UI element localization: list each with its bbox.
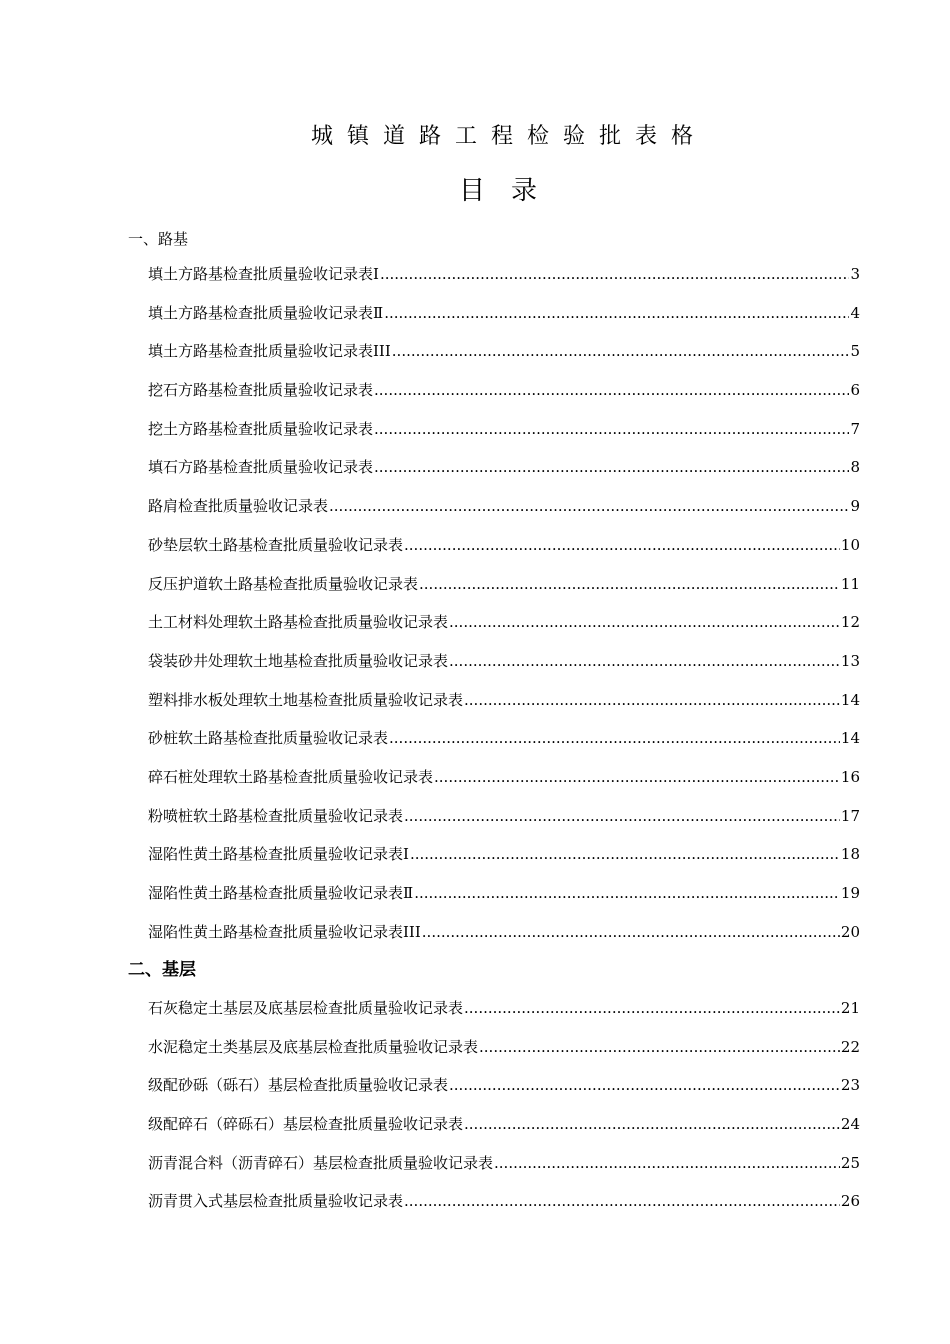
toc-entry-page-number: 20: [840, 922, 860, 941]
toc-entry[interactable]: [148, 262, 860, 301]
toc-entry[interactable]: [148, 572, 860, 611]
toc-entry[interactable]: [148, 339, 860, 378]
toc-entry[interactable]: [148, 301, 860, 340]
toc-entry[interactable]: [148, 1189, 860, 1228]
toc-entry-title: 湿陷性黄土路基检查批质量验收记录表Ⅰ: [148, 845, 409, 864]
toc-dot-leader: [419, 572, 840, 596]
toc-entry-page-number: 8: [850, 458, 860, 477]
toc-dot-leader: [422, 920, 840, 944]
toc-entry-title: 填石方路基检查批质量验收记录表: [148, 458, 374, 477]
toc-entry[interactable]: [148, 765, 860, 804]
toc-dot-leader: [392, 339, 850, 363]
toc-dot-leader: [494, 1151, 840, 1175]
toc-dot-leader: [449, 1073, 840, 1097]
toc-entry[interactable]: [148, 842, 860, 881]
toc-entry-page-number: 18: [840, 845, 860, 864]
toc-entry-page-number: 23: [840, 1076, 860, 1095]
toc-entry[interactable]: [148, 996, 860, 1035]
toc-dot-leader: [414, 881, 840, 905]
toc-entry-page-number: 4: [850, 303, 860, 322]
toc-entry[interactable]: [148, 1151, 860, 1190]
toc-dot-leader: [449, 649, 840, 673]
toc-dot-leader: [374, 417, 849, 441]
toc-entry-title: 填土方路基检查批质量验收记录表Ⅱ: [148, 303, 384, 322]
toc-entry-page-number: 19: [840, 884, 860, 902]
toc-entry[interactable]: [148, 417, 860, 456]
toc-entry-page-number: 6: [850, 381, 860, 400]
toc-entry-title: 级配碎石（碎砾石）基层检查批质量验收记录表: [148, 1115, 464, 1134]
toc-entry-page-number: 14: [840, 729, 860, 748]
toc-entry-title: 路肩检查批质量验收记录表: [148, 497, 329, 516]
toc-entry-title: 填土方路基检查批质量验收记录表III: [148, 342, 391, 361]
toc-entry-page-number: 17: [840, 806, 860, 825]
toc-entry-title: 沥青贯入式基层检查批质量验收记录表: [148, 1192, 404, 1211]
toc-entry-title: 挖土方路基检查批质量验收记录表: [148, 419, 374, 438]
toc-entry-page-number: 5: [850, 342, 860, 361]
toc-entry-page-number: 26: [840, 1192, 860, 1211]
toc-entry-title: 挖石方路基检查批质量验收记录表: [148, 381, 374, 400]
toc-dot-leader: [464, 688, 840, 712]
toc-entry[interactable]: [148, 1035, 860, 1074]
toc-entry-title: 砂垫层软土路基检查批质量验收记录表: [148, 535, 404, 554]
toc-entry-page-number: 21: [840, 999, 860, 1017]
toc-dot-leader: [384, 301, 849, 325]
toc-dot-leader: [464, 996, 840, 1020]
document-title: 城镇道路工程检验批表格: [310, 124, 707, 149]
toc-entry[interactable]: [148, 455, 860, 494]
toc-entry-title: 石灰稳定土基层及底基层检查批质量验收记录表: [148, 999, 464, 1017]
toc-entry[interactable]: [148, 1112, 860, 1151]
toc-entry-title: 碎石桩处理软土路基检查批质量验收记录表: [148, 767, 434, 786]
toc-dot-leader: [380, 262, 850, 286]
toc-dot-leader: [329, 494, 849, 518]
toc-entry-title: 土工材料处理软土路基检查批质量验收记录表: [148, 613, 449, 632]
toc-entry-title: 湿陷性黄土路基检查批质量验收记录表Ⅱ: [148, 884, 414, 902]
toc-dot-leader: [404, 1189, 840, 1213]
toc-entry-page-number: 24: [840, 1115, 860, 1134]
toc-entry-page-number: 7: [850, 419, 860, 438]
toc-entry-title: 级配砂砾（砾石）基层检查批质量验收记录表: [148, 1076, 449, 1095]
toc-entry[interactable]: [148, 920, 860, 959]
toc-entry-title: 袋装砂井处理软土地基检查批质量验收记录表: [148, 651, 449, 670]
toc-entry-page-number: 14: [840, 690, 860, 709]
toc-entry-title: 水泥稳定土类基层及底基层检查批质量验收记录表: [148, 1037, 479, 1056]
toc-entry-title: 塑料排水板处理软土地基检查批质量验收记录表: [148, 690, 464, 709]
toc-dot-leader: [479, 1035, 840, 1059]
toc-dot-leader: [374, 378, 849, 402]
toc-entry-title: 沥青混合料（沥青碎石）基层检查批质量验收记录表: [148, 1153, 494, 1172]
toc-entry[interactable]: [148, 726, 860, 765]
toc-entry[interactable]: [148, 649, 860, 688]
toc-dot-leader: [404, 533, 840, 557]
toc-entry[interactable]: [148, 533, 860, 572]
toc-entry[interactable]: [148, 494, 860, 533]
section-title-base-course: 二、基层: [128, 960, 196, 980]
toc-entry-page-number: 9: [850, 497, 860, 516]
toc-entry[interactable]: [148, 688, 860, 727]
toc-dot-leader: [410, 842, 840, 866]
toc-entry[interactable]: [148, 804, 860, 843]
toc-entry[interactable]: [148, 881, 860, 920]
toc-entry-title: 反压护道软土路基检查批质量验收记录表: [148, 574, 419, 593]
toc-entry-page-number: 11: [840, 574, 860, 593]
toc-entry-title: 砂桩软土路基检查批质量验收记录表: [148, 729, 389, 748]
toc-entry-page-number: 10: [840, 535, 860, 554]
toc-entry-title: 粉喷桩软土路基检查批质量验收记录表: [148, 806, 404, 825]
toc-dot-leader: [389, 726, 840, 750]
toc-entry[interactable]: [148, 378, 860, 417]
toc-dot-leader: [464, 1112, 840, 1136]
toc-entry[interactable]: [148, 610, 860, 649]
toc-entry-page-number: 16: [840, 767, 860, 786]
toc-entry-page-number: 25: [840, 1153, 860, 1172]
toc-list-base-course: [148, 996, 860, 1228]
toc-entry-page-number: 22: [840, 1037, 860, 1056]
toc-entry-page-number: 3: [850, 265, 860, 283]
toc-entry[interactable]: [148, 1073, 860, 1112]
toc-entry-title: 湿陷性黄土路基检查批质量验收记录表III: [148, 922, 421, 941]
toc-entry-page-number: 12: [840, 613, 860, 632]
toc-entry-title: 填土方路基检查批质量验收记录表Ⅰ: [148, 265, 379, 283]
toc-heading: 目录: [458, 176, 563, 206]
toc-dot-leader: [404, 804, 840, 828]
toc-dot-leader: [374, 455, 849, 479]
toc-dot-leader: [434, 765, 840, 789]
section-title-subgrade: 一、路基: [128, 230, 189, 248]
toc-list-subgrade: [148, 262, 860, 958]
toc-dot-leader: [449, 610, 840, 634]
toc-entry-page-number: 13: [840, 651, 860, 670]
